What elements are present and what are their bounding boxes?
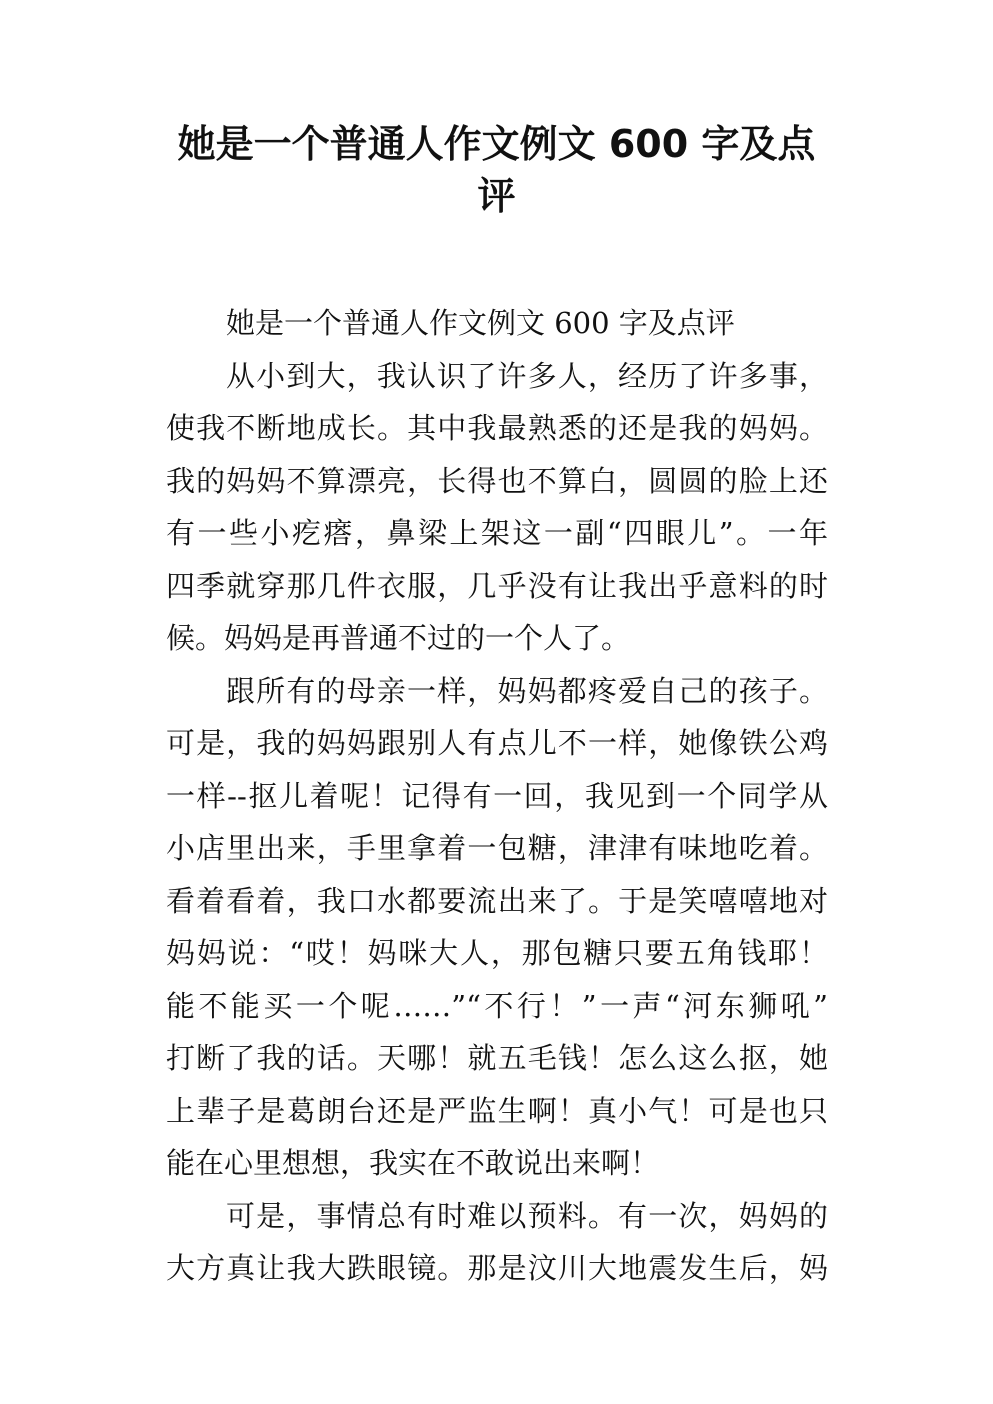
text-line: 小店里出来，手里拿着一包糖，津津有味地吃着。 (166, 831, 828, 865)
text-line: 四季就穿那几件衣服，几乎没有让我出乎意料的时 (166, 568, 828, 603)
text-line: 使我不断地成长。其中我最熟悉的还是我的妈妈。 (166, 411, 828, 445)
text-line: 从小到大，我认识了许多人，经历了许多事， (226, 358, 828, 393)
text-line: 一样--抠儿着呢！记得有一回，我见到一个同学从 (166, 778, 828, 813)
title-line-2: 评 (477, 174, 516, 218)
title-line-1: 她是一个普通人作文例文 600 字及点 (177, 122, 816, 166)
text-line: 上辈子是葛朗台还是严监生啊！真小气！可是也只 (166, 1093, 828, 1128)
text-line: 妈妈说：“哎！妈咪大人，那包糖只要五角钱耶！ (166, 936, 828, 970)
document-title (0, 118, 993, 222)
text-line: 她是一个普通人作文例文 600 字及点评 (226, 306, 735, 340)
text-line: 能在心里想想，我实在不敢说出来啊！ (166, 1146, 660, 1180)
text-line: 我的妈妈不算漂亮，长得也不算白，圆圆的脸上还 (166, 463, 828, 498)
text-line: 候。妈妈是再普通不过的一个人了。 (166, 621, 631, 655)
document-body (166, 297, 828, 1295)
text-line: 打断了我的话。天哪！就五毛钱！怎么这么抠，她 (166, 1041, 828, 1075)
text-line: 可是，事情总有时难以预料。有一次，妈妈的 (226, 1198, 828, 1233)
text-line: 能不能买一个呢……”“不行！”一声“河东狮吼” (166, 988, 828, 1023)
text-line: 可是，我的妈妈跟别人有点儿不一样，她像铁公鸡 (166, 726, 828, 760)
text-line: 跟所有的母亲一样，妈妈都疼爱自己的孩子。 (226, 673, 828, 708)
text-line: 大方真让我大跌眼镜。那是汶川大地震发生后，妈 (166, 1251, 828, 1285)
text-line: 看着看着，我口水都要流出来了。于是笑嘻嘻地对 (166, 883, 828, 918)
text-line: 有一些小疙瘩，鼻梁上架这一副“四眼儿”。一年 (166, 516, 828, 550)
